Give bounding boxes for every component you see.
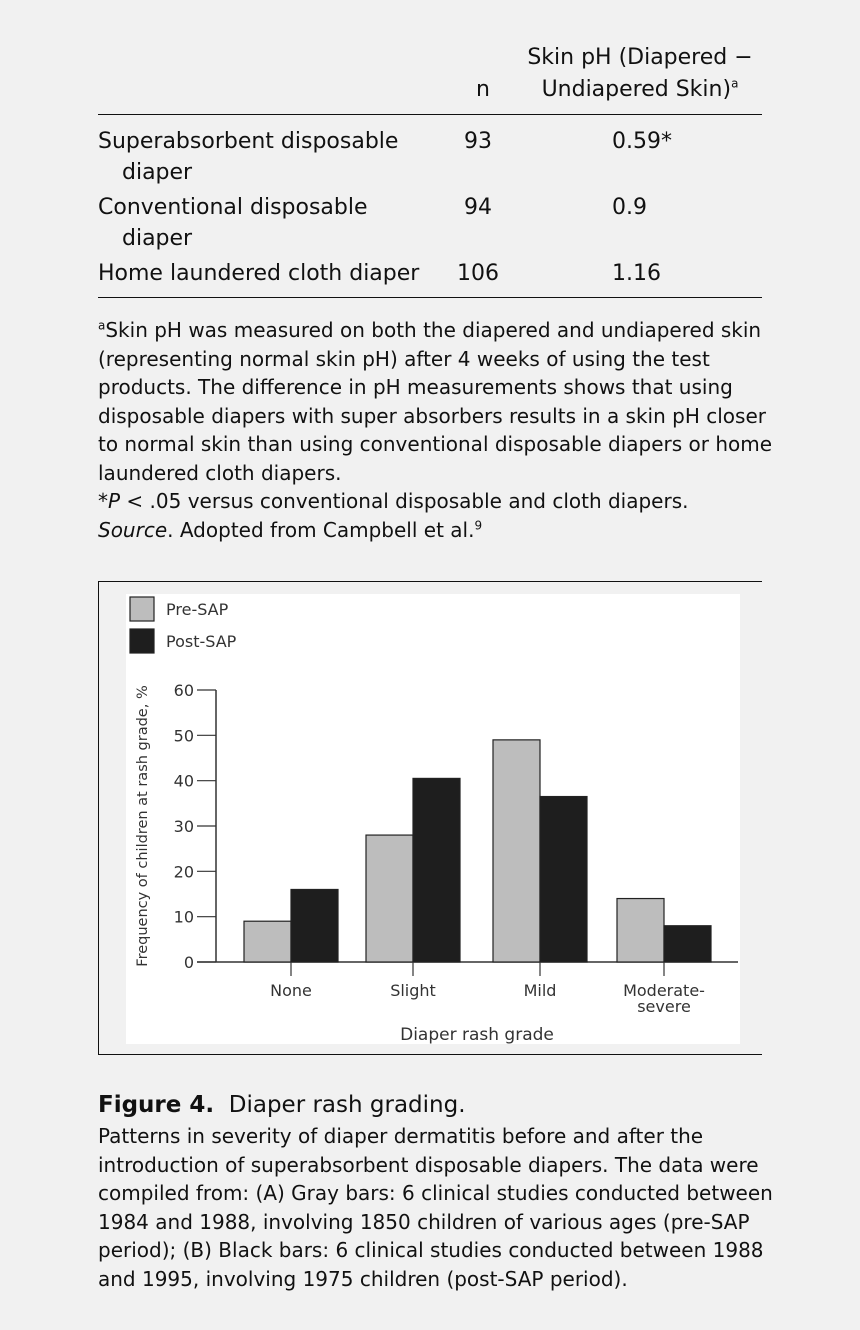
row-label-line1: Conventional disposable — [98, 195, 368, 220]
row-label-line1: Home laundered cloth diaper — [98, 261, 420, 286]
y-axis-label: Frequency of children at rash grade, % — [135, 685, 151, 967]
x-tick-label: None — [270, 981, 312, 1000]
header-ph-line1: Skin pH (Diapered − — [527, 45, 753, 70]
caption-title — [98, 1090, 778, 1120]
row-n: 106 — [457, 261, 499, 286]
header-n: n — [476, 77, 490, 102]
x-tick-label: Mild — [523, 981, 557, 1000]
legend-swatch — [130, 597, 154, 621]
y-tick-label: 20 — [173, 862, 194, 882]
x-axis-label: Diaper rash grade — [400, 1025, 554, 1045]
source-label: Source — [98, 517, 168, 542]
bar-pre-sap — [617, 899, 664, 962]
footnote-p-italic: P — [108, 489, 121, 513]
y-tick-label: 10 — [173, 907, 194, 927]
y-tick-label: 40 — [173, 771, 194, 791]
caption-text: Patterns in severity of diaper dermatitis before and after the introduction of superabsorbent disposable diapers. The data were compiled from: (A) Gray bars: 6 clinical studies conducted between 1984 and 1988, involving 1850 children of various ages (pre-SAP period); (B) Black bars: 6 clinical studies conducted between 1988 and 1995, involving 1975 children (post-SAP period). — [98, 1124, 773, 1291]
footnote-a-text: Skin pH was measured on both the diapered and undiapered skin (representing normal skin pH) after 4 weeks of using the test products. The difference in pH measurements shows that using disposable diapers with super absorbers results in a skin pH closer to normal skin than using conventional disposable diapers or home laundered cloth diapers. — [98, 318, 773, 485]
source-text: . Adopted from Campbell et al. — [167, 517, 475, 542]
bar-post-sap — [413, 778, 460, 962]
bar-post-sap — [664, 926, 711, 962]
footnote-p-star: * — [98, 489, 108, 513]
y-tick-label: 0 — [183, 953, 194, 972]
x-tick-label: Slight — [390, 981, 436, 1000]
header-ph-line2: Undiapered Skin) — [541, 77, 732, 102]
figure-label: Figure 4. — [98, 1092, 215, 1118]
row-ph: 1.16 — [612, 261, 661, 286]
row-label-line2: diaper — [122, 226, 193, 251]
x-tick-label: severe — [637, 997, 691, 1016]
row-ph: 0.59* — [612, 129, 672, 154]
y-tick-label: 60 — [173, 681, 194, 700]
row-label-line1: Superabsorbent disposable — [98, 129, 399, 154]
x-tick-label: Moderate- — [623, 981, 705, 1000]
row-label-line2: diaper — [122, 160, 193, 185]
footnote-a-marker: a — [98, 318, 106, 333]
bar-post-sap — [540, 797, 587, 962]
row-n: 93 — [464, 129, 492, 154]
y-tick-label: 50 — [173, 726, 194, 746]
header-footnote-marker: a — [731, 76, 739, 91]
bar-pre-sap — [493, 740, 540, 962]
figure-title: Diaper rash grading. — [228, 1092, 466, 1118]
legend-label: Post-SAP — [166, 632, 237, 651]
bar-pre-sap — [244, 921, 291, 962]
bar-pre-sap — [366, 835, 413, 962]
legend-swatch — [130, 629, 154, 653]
legend-label: Pre-SAP — [166, 600, 229, 619]
y-tick-label: 30 — [173, 817, 194, 836]
footnote-p-text: < .05 versus conventional disposable and cloth diapers. — [120, 489, 689, 513]
row-n: 94 — [464, 195, 492, 220]
source-reference: 9 — [474, 517, 483, 532]
bar-post-sap — [291, 889, 338, 962]
row-ph: 0.9 — [612, 195, 647, 220]
figure-caption — [98, 1090, 778, 1293]
